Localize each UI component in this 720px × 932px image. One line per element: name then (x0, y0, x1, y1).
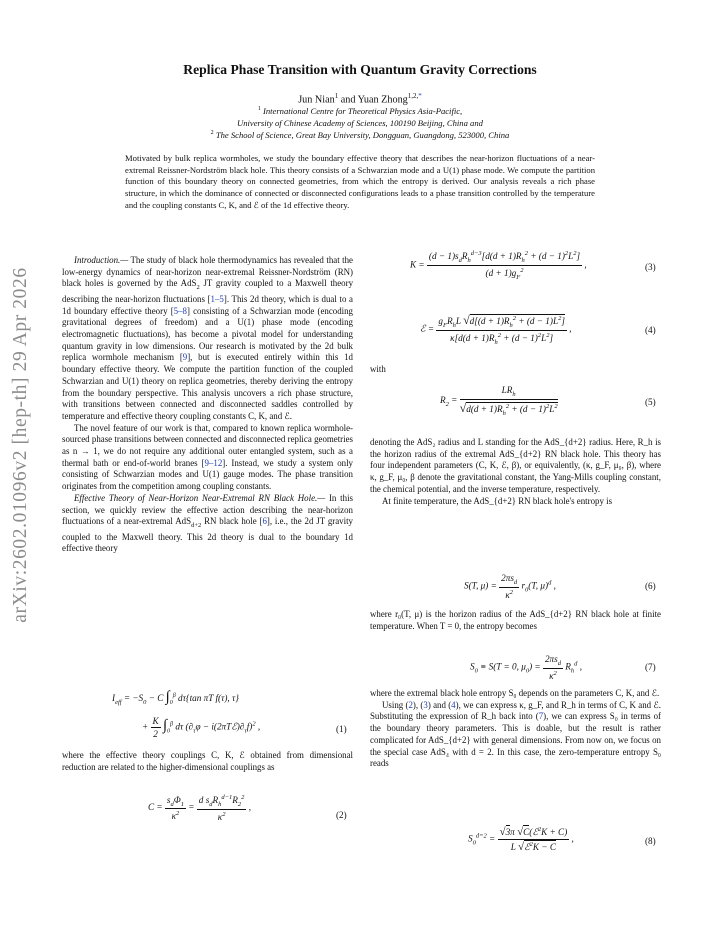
equation-ref[interactable]: 4 (451, 699, 456, 710)
equation-4-number: (4) (645, 325, 656, 335)
equation-ref[interactable]: 3 (423, 699, 428, 710)
equation-1-line-2: + $\frac{K}{2}$ $\int_0^\beta$ dτ ($\partial_\tau\varphi$ − $i(2\pi Tℰ)\partial_\tau f)^2$ , (142, 716, 261, 739)
citation-link[interactable]: 1–5 (210, 293, 224, 304)
extremal-paragraph: where the extremal black hole entropy S₀ depends on the parameters C, K, and ℰ. Using (2), (3) and (4), we can express κ, g_F, and R_h in terms of C, K and ℰ. Substituting the expression of R_h back into (7), we can express S₀ in terms of the boundary theory parameters. This is doable, but the result is rather complicated for AdS_{d+2} with general dimensions. From now on, we focus on the special case AdS₄ with d = 2. In this case, the zero-temperature entropy S₀ reads (370, 688, 661, 769)
equation-2-number: (2) (336, 810, 347, 820)
author-line (0, 92, 720, 105)
author-2-affil: 1,2,* (407, 92, 422, 100)
left-column (62, 255, 353, 555)
author-2: Yuan Zhong (357, 94, 408, 106)
author-separator: and (338, 94, 358, 106)
author-1: Jun Nian (298, 94, 335, 106)
equation-1-number: (1) (336, 724, 347, 734)
equation-2: C = $\frac{s_d\Phi_1}{\kappa^2}$ = $\frac{d s_dR_h^{d-1}R_2^2}{\kappa^2}$ , (148, 794, 251, 822)
equation-1-line-1: $I_{eff} = -S_0 - C$ $\int_0^\beta$ dτ{tan πT f(τ), τ} (112, 689, 239, 706)
author-1-affil: 1 (334, 92, 339, 100)
equation-8-number: (8) (645, 836, 656, 846)
citation-link[interactable]: 5–8 (173, 305, 187, 316)
equation-7: $S_0 \equiv S(T = 0$, $\mu_0$) = $\frac{2\pi s_d}{\kappa^2}$ $R_h^d$ , (470, 654, 582, 681)
equation-3: K = $\frac{(d - 1)s_dR_h^{d-3}[d(d + 1)R_h^2 + (d - 1)^2L^2]}{(d + 1)g_F^2}$ , (410, 250, 587, 281)
equation-ref[interactable]: 2 (408, 699, 413, 710)
coupling-intro: where the effective theory couplings C, K, ℰ obtained from dimensional reduction are related to the higher-dimensional couplings as (62, 750, 353, 772)
corresponding-mark[interactable]: * (418, 92, 422, 100)
novelty-paragraph: The novel feature of our work is that, compared to known replica wormhole-sourced phase transitions between connected and disconnected replica geometries as n → 1, we do not require any additional outer entangled system, such as a thermal bath or end-of-world branes [9–12]. Instead, we study a system only consisting of Schwarzian modes and U(1) gauge modes. The phase transition originates from the competition among coupling constants. (62, 422, 353, 492)
section-paragraph: Effective Theory of Near-Horizon Near-Extremal RN Black Hole.— In this section, we quickly review the effective action describing the near-horizon fluctuations of a near-extremal AdS$_{d+2}$ RN black hole [6], i.e., the 2d JT gravity coupled to the Maxwell theory. This 2d theory is dual to the boundary 1d effective theory (62, 492, 353, 554)
with-text: with (370, 364, 386, 374)
citation-link[interactable]: 9 (182, 352, 188, 363)
equation-5: $R_2$ = $\frac{LR_h}{√d(d + 1)R_h^2 + (d - 1)^2L^2}$ (440, 385, 558, 417)
affiliation-1: $^1$ International Centre for Theoretical Physics Asia-Pacific, (257, 106, 463, 116)
equation-8: $S_0^{d=2}$ = $\frac{√3\pi √C(ℰ^2K + C)}{L √ℰ^2K - C}$ , (468, 826, 574, 854)
abstract: Motivated by bulk replica wormholes, we study the boundary effective theory that describes the near-horizon fluctuations of a near-extremal Reissner-Nordström black hole. This theory consists of a Schwarzian mode and a U(1) phase mode. We compute the partition function of this boundary theory on connected geometries, from which the entropy is derived. Our analysis reveals a rich phase structure, in which the dominance of connected or disconnected configurations leads to a phase transition controlled by the temperature and the coupling constants C, K, and ℰ of the 1d effective theory. (125, 153, 595, 210)
equation-5-number: (5) (645, 397, 656, 407)
intro-paragraph: Introduction.— The study of black hole thermodynamics has revealed that the low-energy dynamics of near-horizon near-extremal Reissner-Nordström (RN) black holes is governed by the AdS$_2$ JT gravity coupled to a Maxwell theory describing the near-horizon fluctuations [1–5]. This 2d theory, which is dual to a 1d boundary effective theory [5–8] consisting of a Schwarzian mode (encoding gravitational degrees of freedom) and a U(1) phase mode (encoding electromagnetic fluctuations), has become a pivotal model for understanding quantum gravity in low dimensions. Our research is motivated by the 2d bulk replica wormhole mechanism [9], but is executed entirely within this 1d boundary effective theory. We compute the partition function of the coupled Schwarzian and U(1) theory on replica geometries, thereby deriving the entropy from the boundary perspective. This analysis uncovers a rich phase structure, with transitions between connected and disconnected saddles controlled by temperature and effective theory coupling constants C, K, and ℰ. (62, 255, 354, 421)
citation-link[interactable]: 6 (262, 516, 267, 527)
equation-ref[interactable]: 7 (538, 711, 544, 722)
citation-link[interactable]: 9–12 (204, 457, 223, 468)
arxiv-identifier: arXiv:2602.01096v2 [hep-th] 29 Apr 2026 (10, 267, 31, 623)
equation-4: ℰ = $\frac{g_FR_hL √d[(d + 1)R_h^2 + (d - 1)L^2]}{\kappa[d(d + 1)R_h^2 + (d - 1)^2L^2]}$ , (420, 313, 572, 346)
equation-3-number: (3) (645, 262, 656, 272)
affiliation-1-cont: University of Chinese Academy of Sciences, 100190 Beijing, China and (237, 118, 483, 128)
paper-title: Replica Phase Transition with Quantum Gravity Corrections (183, 62, 537, 77)
parameter-paragraph: denoting the AdS₂ radius and L standing for the AdS_{d+2} radius. Here, R_h is the horizon radius of the extremal AdS_{d+2} RN black hole. This theory has four independent parameters (C, K, ℰ, β), or equivalently, (κ, g_F, μ₀, β), where κ, g_F, μ₀, β denote the gravitational constant, the Yang-Mills coupling constant, the chemical potential, and the inverse temperature, respectively. At finite temperature, the AdS_{d+2} RN black hole's entropy is (370, 437, 661, 506)
equation-6-number: (6) (645, 581, 656, 591)
finite-temp-paragraph: where r₀(T, μ) is the horizon radius of the AdS_{d+2} RN black hole at finite temperature. When T = 0, the entropy becomes (370, 609, 661, 631)
equation-7-number: (7) (645, 662, 656, 672)
equation-6: S(T, μ) = $\frac{2\pi s_d}{\kappa^2}$ $r_0(T$, μ)$^d$ , (464, 573, 556, 600)
affiliation-2: $^2$ The School of Science, Great Bay University, Dongguan, Guangdong, 523000, China (210, 130, 510, 140)
